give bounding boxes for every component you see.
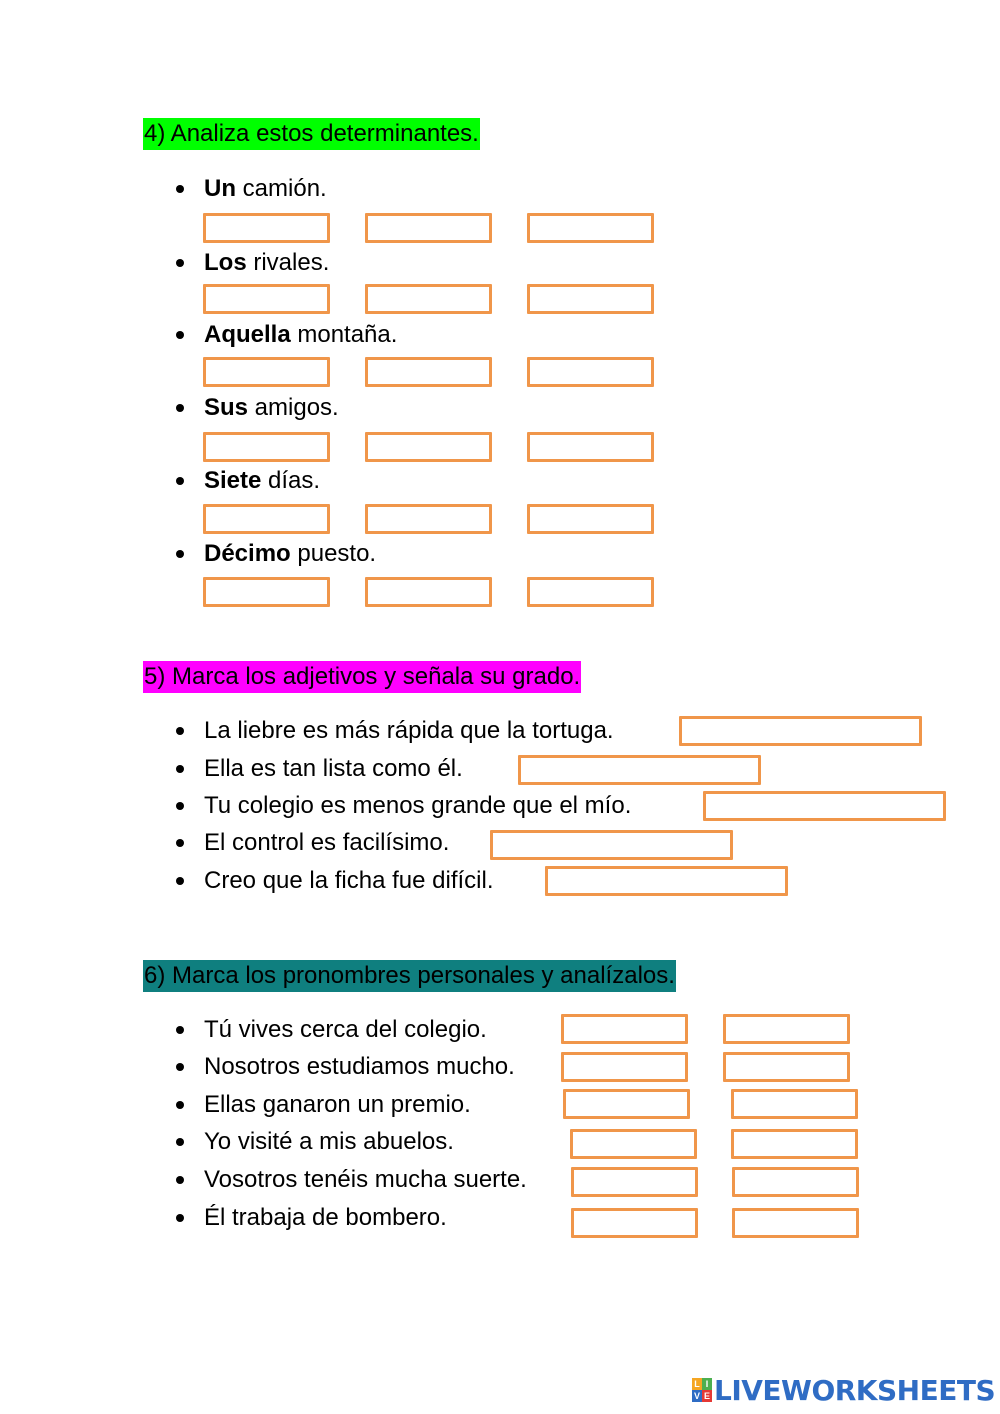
bullet — [176, 1176, 184, 1184]
answer-input[interactable] — [563, 1089, 690, 1119]
phrase-rest: amigos. — [248, 394, 339, 421]
answer-input[interactable] — [570, 1129, 697, 1159]
bullet — [176, 839, 184, 847]
answer-input[interactable] — [365, 357, 492, 387]
answer-input[interactable] — [731, 1089, 858, 1119]
answer-input[interactable] — [723, 1014, 850, 1044]
list-item — [204, 174, 327, 204]
answer-input[interactable] — [203, 284, 330, 314]
bullet — [176, 802, 184, 810]
answer-input[interactable] — [203, 504, 330, 534]
bullet — [176, 259, 184, 267]
answer-input[interactable] — [518, 755, 761, 785]
answer-input[interactable] — [731, 1129, 858, 1159]
list-item: Tu colegio es menos grande que el mío. — [204, 792, 632, 819]
answer-input[interactable] — [203, 357, 330, 387]
answer-input[interactable] — [365, 284, 492, 314]
list-item: La liebre es más rápida que la tortuga. — [204, 717, 614, 744]
list-item: Nosotros estudiamos mucho. — [204, 1053, 515, 1080]
list-item: Yo visité a mis abuelos. — [204, 1128, 454, 1155]
bullet — [176, 877, 184, 885]
list-item — [204, 466, 320, 496]
answer-input[interactable] — [365, 432, 492, 462]
answer-input[interactable] — [490, 830, 733, 860]
list-item — [204, 248, 329, 278]
determiner-word: Sus — [204, 394, 249, 421]
bullet — [176, 1063, 184, 1071]
list-item: El control es facilísimo. — [204, 829, 450, 856]
bullet — [176, 1101, 184, 1109]
bullet — [176, 331, 184, 339]
phrase-rest: puesto. — [290, 540, 377, 567]
determiner-word: Aquella — [204, 321, 291, 348]
section-6-heading: 6) Marca los pronombres personales y analízalos. — [143, 960, 676, 992]
answer-input[interactable] — [365, 504, 492, 534]
list-item — [204, 320, 397, 350]
answer-input[interactable] — [203, 213, 330, 243]
phrase-rest: montaña. — [290, 321, 398, 348]
bullet — [176, 404, 184, 412]
answer-input[interactable] — [527, 432, 654, 462]
answer-input[interactable] — [571, 1208, 698, 1238]
answer-input[interactable] — [203, 577, 330, 607]
answer-input[interactable] — [527, 577, 654, 607]
answer-input[interactable] — [527, 284, 654, 314]
answer-input[interactable] — [732, 1208, 859, 1238]
determiner-word: Décimo — [204, 540, 291, 567]
bullet — [176, 1214, 184, 1222]
answer-input[interactable] — [723, 1052, 850, 1082]
determiner-word: Un — [204, 175, 236, 202]
list-item: Creo que la ficha fue difícil. — [204, 867, 494, 894]
answer-input[interactable] — [527, 357, 654, 387]
section-4-heading: 4) Analiza estos determinantes. — [143, 118, 480, 150]
liveworksheets-logo — [692, 1374, 995, 1406]
answer-input[interactable] — [365, 213, 492, 243]
list-item: Vosotros tenéis mucha suerte. — [204, 1166, 527, 1193]
logo-text: LIVEWORKSHEETS — [714, 1373, 996, 1407]
phrase-rest: días. — [261, 467, 321, 494]
determiner-word: Siete — [204, 467, 262, 494]
bullet — [176, 727, 184, 735]
phrase-rest: rivales. — [246, 249, 330, 276]
bullet — [176, 477, 184, 485]
answer-input[interactable] — [561, 1014, 688, 1044]
section-5-heading: 5) Marca los adjetivos y señala su grado. — [143, 661, 581, 693]
bullet — [176, 1138, 184, 1146]
answer-input[interactable] — [703, 791, 946, 821]
bullet — [176, 765, 184, 773]
answer-input[interactable] — [365, 577, 492, 607]
list-item: Tú vives cerca del colegio. — [204, 1016, 487, 1043]
answer-input[interactable] — [679, 716, 922, 746]
list-item: Ella es tan lista como él. — [204, 755, 463, 782]
phrase-rest: camión. — [236, 175, 327, 202]
list-item — [204, 393, 339, 423]
answer-input[interactable] — [571, 1167, 698, 1197]
answer-input[interactable] — [527, 504, 654, 534]
bullet — [176, 185, 184, 193]
answer-input[interactable] — [545, 866, 788, 896]
answer-input[interactable] — [732, 1167, 859, 1197]
logo-mark-cell: I — [702, 1378, 712, 1390]
logo-mark-cell: L — [692, 1378, 702, 1390]
logo-mark-icon — [692, 1378, 712, 1402]
list-item: Ellas ganaron un premio. — [204, 1091, 471, 1118]
logo-mark-cell: V — [693, 1391, 700, 1401]
answer-input[interactable] — [527, 213, 654, 243]
determiner-word: Los — [204, 249, 247, 276]
bullet — [176, 550, 184, 558]
bullet — [176, 1026, 184, 1034]
answer-input[interactable] — [203, 432, 330, 462]
logo-mark-cell: E — [703, 1391, 710, 1401]
list-item: Él trabaja de bombero. — [204, 1204, 447, 1231]
list-item — [204, 539, 376, 569]
answer-input[interactable] — [561, 1052, 688, 1082]
